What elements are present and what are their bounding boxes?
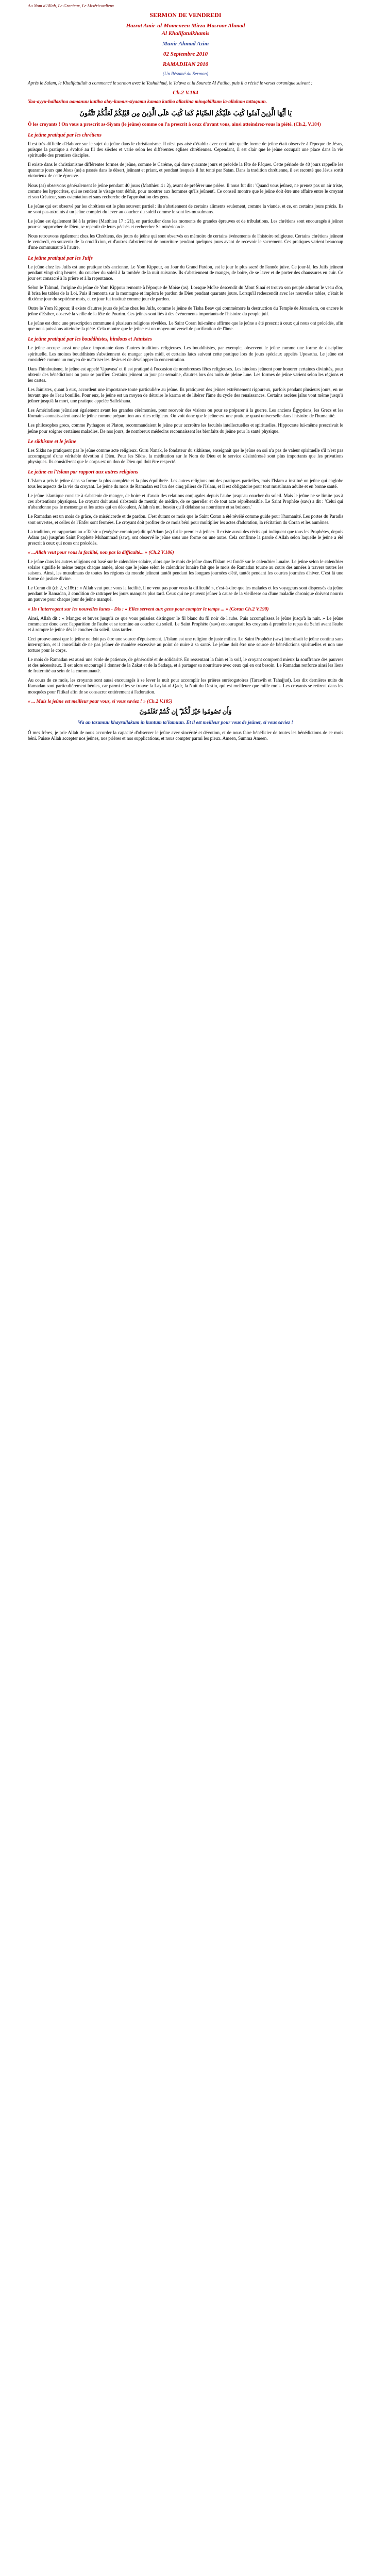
paragraph: Outre le Yom Kippour, il existe d'autres jours de jeûne chez les Juifs, comme le jeûne de Tisha Beav qui commémore la destruction du Temple de Jérusalem, ou encore le jeûne d'Esther, observé la veille de la fête de Pourim. Ces jeûnes sont liés à des événements importants de l'histoire du peuple juif. — [28, 306, 343, 317]
closing-paragraph: Ô mes frères, je prie Allah de nous accorder la capacité d'observer le jeûne avec sincérité et dévotion, et de nous faire bénéficier de toutes les bénédictions de ce mois béni. Puisse Allah accepter nos jeûnes, nos prières et nos supplications, et nous compter parmi les pieux. Ameen, Summa Ameen. — [28, 730, 343, 741]
paragraph: Ainsi, Allah dit : « Mangez et buvez jusqu'à ce que vous puissiez distinguer le fil blanc du fil noir de l'aube. Puis accomplissez le jeûne jusqu'à la nuit. » Le jeûne commence donc avec l'apparition de l'aube et se termine au coucher du soleil. Le Saint Prophète (saw) encourageait les croyants à prendre le repas du Sehri avant l'aube et à rompre le jeûne dès le coucher du soleil, sans tarder. — [28, 615, 343, 632]
paragraph: Les Jaïnistes, quant à eux, accordent une importance toute particulière au jeûne. Ils pratiquent des jeûnes extrêmement rigoureux, parfois pendant plusieurs jours, en ne buvant que de l'eau bouillie. Pour eux, le jeûne est un moyen de détruire le karma et de libérer l'âme du cycle des renaissances. Certains ascètes jaïns vont même jusqu'à jeûner jusqu'à la mort, une pratique appelée Sallekhana. — [28, 387, 343, 404]
paragraph: Le jeûne est donc une prescription commune à plusieurs religions révélées. Le Saint Coran lui-même affirme que le jeûne a été prescrit à ceux qui nous ont précédés, afin que nous puissions atteindre la piété. Cela montre que le jeûne est un moyen universel de purification de l'âme. — [28, 320, 343, 332]
translation-1: Ô les croyants ! On vous a prescrit as-Siyam (le jeûne) comme on l'a prescrit à ceux d'avant vous, ainsi atteindrez-vous la piété. (Ch.2, V.184) — [28, 122, 321, 127]
khalifatul-line: Al Khalifatulkhamis — [161, 30, 210, 37]
paragraph: Le mois de Ramadan est aussi une école de patience, de générosité et de solidarité. En ressentant la faim et la soif, le croyant comprend mieux la souffrance des pauvres et des nécessiteux. Il est alors encouragé à donner de la Zakat et de la Sadaqa, et à partager sa nourriture avec ceux qui en ont besoin. Le Ramadan renforce ainsi les liens de fraternité au sein de la communauté. — [28, 657, 343, 674]
quote-fasting-better: « ... Mais le jeûne est meilleur pour vous, si vous saviez ! » (Ch.2 V.185) — [28, 699, 173, 704]
section-title-christians: Le jeûne pratiqué par les chrétiens — [28, 132, 102, 138]
paragraph: Le jeûne qui est observé par les chrétiens est le plus souvent partiel : ils s'abstiennent de certains aliments seulement, comme la viande, et ce, en certains jours précis. Ils ne sont pas astreints à un jeûne complet du lever au coucher du soleil comme le sont les musulmans. — [28, 203, 343, 214]
paragraph: Nous retrouvons également chez les Chrétiens, des jours de jeûne qui sont observés en mémoire de certains événements de l'histoire religieuse. Certains chrétiens jeûnent le vendredi, en souvenir de la crucifixion, et d'autres s'abstiennent de nourriture pendant quelques jours avant de recevoir le sacrement. Ces pratiques varient beaucoup d'une communauté à l'autre. — [28, 233, 343, 250]
paragraph: Les Amérindiens jeûnaient également avant les grandes cérémonies, pour recevoir des visions ou pour se préparer à la guerre. Les anciens Égyptiens, les Grecs et les Romains connaissaient aussi le jeûne comme préparation aux rites religieux. On voit donc que le jeûne est une pratique quasi universelle dans l'histoire de l'humanité. — [28, 408, 343, 419]
paragraph: Les Sikhs ne pratiquent pas le jeûne comme acte religieux. Guru Nanak, le fondateur du sikhisme, enseignait que le jeûne en soi n'a pas de valeur spirituelle s'il n'est pas accompagné d'une véritable dévotion à Dieu. Pour les Sikhs, la méditation sur le Nom de Dieu et le service désintéressé sont plus importants que les privations physiques. Ils considèrent que le corps est un don de Dieu qui doit être respecté. — [28, 447, 343, 464]
paragraph: Le Coran dit (ch.2, v.186) : « Allah veut pour vous la facilité, Il ne veut pas pour vous la difficulté », c'est-à-dire que les malades et les voyageurs sont dispensés du jeûne pendant le Ramadan, à condition de rattraper les jours manqués plus tard. Ceux qui ne peuvent jeûner à cause de la vieillesse ou d'une maladie chronique doivent nourrir un pauvre pour chaque jour de jeûne manqué. — [28, 585, 343, 602]
arabic-verse-2: وَأَن تَصُومُوا خَيْرٌ لَّكُمْ ۖ إِن كُنتُمْ تَعْلَمُونَ — [139, 707, 232, 715]
paragraph: Le jeûne islamique consiste à s'abstenir de manger, de boire et d'avoir des relations conjugales depuis l'aube jusqu'au coucher du soleil. Mais le jeûne ne se limite pas à ces abstentions physiques. Le croyant doit aussi s'abstenir de mentir, de médire, de se quereller et de tout acte répréhensible. Le Saint Prophète (saw) a dit : 'Celui qui n'abandonne pas le mensonge et les actes qui en découlent, Allah n'a nul besoin qu'il délaisse sa nourriture et sa boisson.' — [28, 493, 343, 510]
paragraph: La tradition, en rapportant au « Tafsir » (exégèse coranique) dit qu'Adam (as) fut le premier à jeûner. Il existe aussi des récits qui indiquent que tous les Prophètes, depuis Adam (as) jusqu'au Saint Prophète Muhammad (saw), ont observé le jeûne sous une forme ou une autre. Cela confirme la parole d'Allah selon laquelle le jeûne a été prescrit à ceux qui nous ont précédés. — [28, 529, 343, 546]
basmala-line: Au Nom d'Allah, Le Gracieux, Le Miséricordieux — [28, 3, 114, 8]
sermon-title: SERMON DE VENDREDI — [149, 11, 222, 19]
paragraph: Nous (as) observons généralement le jeûne pendant 40 jours (Matthieu 4 : 2), avant de préférer une prière. Il nous fut dit : 'Quand vous jeûnez, ne prenez pas un air triste, comme les hypocrites, qui se rendent le visage tout défait, pour montrer aux hommes qu'ils jeûnent'. Ce conseil montre que le jeûne doit être une affaire entre le croyant et son Créateur, sans ostentation et sans recherche de l'approbation des gens. — [28, 182, 343, 199]
quote-facility: « ...Allah veut pour vous la facilité, non pas la difficulté... » (Ch.2 V.186) — [28, 550, 174, 555]
paragraph: L'Islam a pris le jeûne dans sa forme la plus complète et la plus équilibrée. Les autres religions ont des pratiques partielles, mais l'Islam a institué un jeûne qui englobe tous les aspects de la vie du croyant. Le jeûne du mois de Ramadan est l'un des cinq piliers de l'Islam, et il est obligatoire pour tout musulman adulte et en bonne santé. — [28, 478, 343, 489]
paragraph: Dans l'hindouisme, le jeûne est appelé 'Upavasa' et il est pratiqué à l'occasion de nombreuses fêtes religieuses. Les hindous jeûnent pour honorer certaines divinités, pour obtenir des bénédictions ou pour se purifier. Certains jeûnent un jour par semaine, d'autres lors des nuits de pleine lune. Les formes de jeûne varient selon les régions et les castes. — [28, 366, 343, 383]
sermon-month: RAMADHAN 2010 — [162, 61, 209, 67]
paragraph: Le Ramadan est un mois de grâce, de miséricorde et de pardon. C'est durant ce mois que le Saint Coran a été révélé comme guide pour l'humanité. Les portes du Paradis sont ouvertes, et celles de l'Enfer sont fermées. Le croyant doit profiter de ce mois béni pour multiplier les actes d'adoration, la récitation du Coran et les aumônes. — [28, 514, 343, 525]
paragraph: Les philosophes grecs, comme Pythagore et Platon, recommandaient le jeûne pour accroître les facultés intellectuelles et spirituelles. Hippocrate lui-même prescrivait le jeûne pour soigner certaines maladies. De nos jours, de nombreux médecins reconnaissent les bienfaits du jeûne pour la santé physique. — [28, 422, 343, 434]
paragraph: Il existe dans le christianisme différentes formes de jeûne, comme le Carême, qui dure quarante jours et précède la fête de Pâques. Cette période de 40 jours rappelle les quarante jours que Jésus (as) a passés dans le désert, jeûnant et priant, et pendant lesquels il fut tenté par Satan. Dans la tradition chrétienne, il est raconté que Jésus sortit victorieux de cette épreuve. — [28, 162, 343, 179]
paragraph: Selon le Talmud, l'origine du jeûne de Yom Kippour remonte à l'époque de Moïse (as). Lorsque Moïse descendit du Mont Sinaï et trouva son peuple adorant le veau d'or, il brisa les tables de la Loi. Puis il remonta sur la montagne et implora le pardon de Dieu pendant quarante jours. Lorsqu'il redescendit avec les nouvelles tables, c'était le dixième jour du septième mois, et ce jour fut institué comme jour de pardon. — [28, 284, 343, 301]
paragraph: Le jeûne occupe aussi une place importante dans d'autres traditions religieuses. Les bouddhistes, par exemple, observent le jeûne comme une forme de discipline spirituelle. Les moines bouddhistes s'abstiennent de manger après midi, et certains laïcs suivent cette pratique lors de jours spéciaux appelés Uposatha. Le jeûne est considéré comme un moyen de maîtriser les désirs et de développer la concentration. — [28, 345, 343, 362]
lead-transliteration: Yaa-ayyu-hallaziina aamanuu kutiba alay-kumus-siyaamu kamaa kutiba allaziina minqablikum la-allakum tattaquun. — [28, 99, 267, 105]
paragraph: Le jeûne dans les autres religions est basé sur le calendrier solaire, alors que le mois de jeûne dans l'Islam est fondé sur le calendrier lunaire. Le jeûne selon le calendrier solaire signifie le même temps chaque année, alors que le jeûne selon le calendrier lunaire fait que le mois de Ramadan tourne au cours des années à travers toutes les saisons. Ainsi, les musulmans de toutes les régions du monde jeûnent tantôt pendant les longues journées d'été, tantôt pendant les courtes journées d'hiver. C'est là une forme de justice divine. — [28, 558, 343, 582]
quote-new-moons: « Ils t'interrogent sur les nouvelles lunes - Dis : « Elles servent aux gens pour compter le temps ... » (Coran Ch.2 V.190) — [28, 606, 269, 612]
intro-paragraph: Après le Salam, le Khalifatullah a commencé le sermon avec le Tashahhud, le Ta'awz et la Sourate Al Fatiha, puis il a récité le verset coranique suivant : — [28, 80, 313, 86]
paragraph: Ceci prouve aussi que le jeûne ne doit pas être une source d'épuisement. L'Islam est une religion de juste milieu. Le Saint Prophète (saw) interdisait le jeûne continu sans interruption, et il conseillait de ne pas jeûner de manière excessive au point de nuire à sa santé. Le jeûne doit être une source de bénédictions spirituelles et non une torture pour le corps. — [28, 636, 343, 653]
section-title-sikhism: Le sikhisme et le jeûne — [28, 438, 76, 445]
paragraph: Au cours de ce mois, les croyants sont aussi encouragés à se lever la nuit pour accomplir les prières surérogatoires (Tarawih et Tahajjud). Les dix dernières nuits du Ramadan sont particulièrement bénies, car parmi elles se trouve la Laylat-ul-Qadr, la Nuit du Destin, qui est meilleure que mille mois. Les croyants se retirent dans les mosquées pour l'Itikaf afin de se consacrer entièrement à l'adoration. — [28, 677, 343, 694]
paragraph: Le jeûne chez les Juifs est une pratique très ancienne. Le Yom Kippour, ou Jour du Grand Pardon, est le jour le plus sacré de l'année juive. Ce jour-là, les Juifs jeûnent pendant vingt-cinq heures, du coucher du soleil à la tombée de la nuit suivante. Ils s'abstiennent de manger, de boire, de se laver et de porter des chaussures en cuir. Ce jour est consacré à la prière et à la repentance. — [28, 264, 343, 281]
speaker-line: Hazrat Amir-ul-Momeneen Mirza Masroor Ahmad — [126, 23, 245, 29]
section-title-islam: Le jeûne en l'Islam par rapport aux autres religions — [28, 469, 138, 475]
section-title-jews: Le jeûne pratiqué par les Juifs — [28, 255, 93, 261]
summary-status: (Un Résumé du Sermon) — [162, 71, 209, 76]
section-title-buddhists: Le jeûne pratiqué par les bouddhistes, hindous et Jaïnistes — [28, 336, 152, 343]
arabic-verse-1: يَا أَيُّهَا الَّذِينَ آمَنُوا كُتِبَ عَلَيْكُمُ الصِّيَامُ كَمَا كُتِبَ عَلَى الَّذِينَ مِن قَبْلِكُمْ لَعَلَّكُمْ تَتَّقُونَ — [79, 109, 292, 117]
sermon-header — [28, 11, 343, 76]
paragraph: Le jeûne est également lié à la prière (Matthieu 17 : 21), en particulier dans les moments de grandes épreuves et de tribulations. Les chrétiens sont encouragés à jeûner pour se rapprocher de Dieu, se repentir de leurs péchés et rechercher Sa miséricorde. — [28, 218, 343, 230]
speaker-name: Munir Ahmad Azim — [162, 41, 209, 47]
sermon-date: 02 Septembre 2010 — [163, 51, 208, 57]
transliteration-2: Wa an tasumuu khayrullakum in kuntum ta'lamuun. Et il est meilleur pour vous de jeûner, si vous saviez ! — [78, 720, 293, 725]
paragraph: Il est très difficile d'élaborer sur le sujet du jeûne dans le christianisme. Il n'est pas aisé d'établir avec certitude quelle forme de jeûne était observée à l'époque de Jésus, puisque la pratique a évolué au fil des siècles et varie selon les différentes églises chrétiennes. Cependant, il est clair que le jeûne occupait une place dans la vie spirituelle des premiers disciples. — [28, 141, 343, 158]
verse-reference: Ch.2 V.184 — [173, 90, 198, 96]
